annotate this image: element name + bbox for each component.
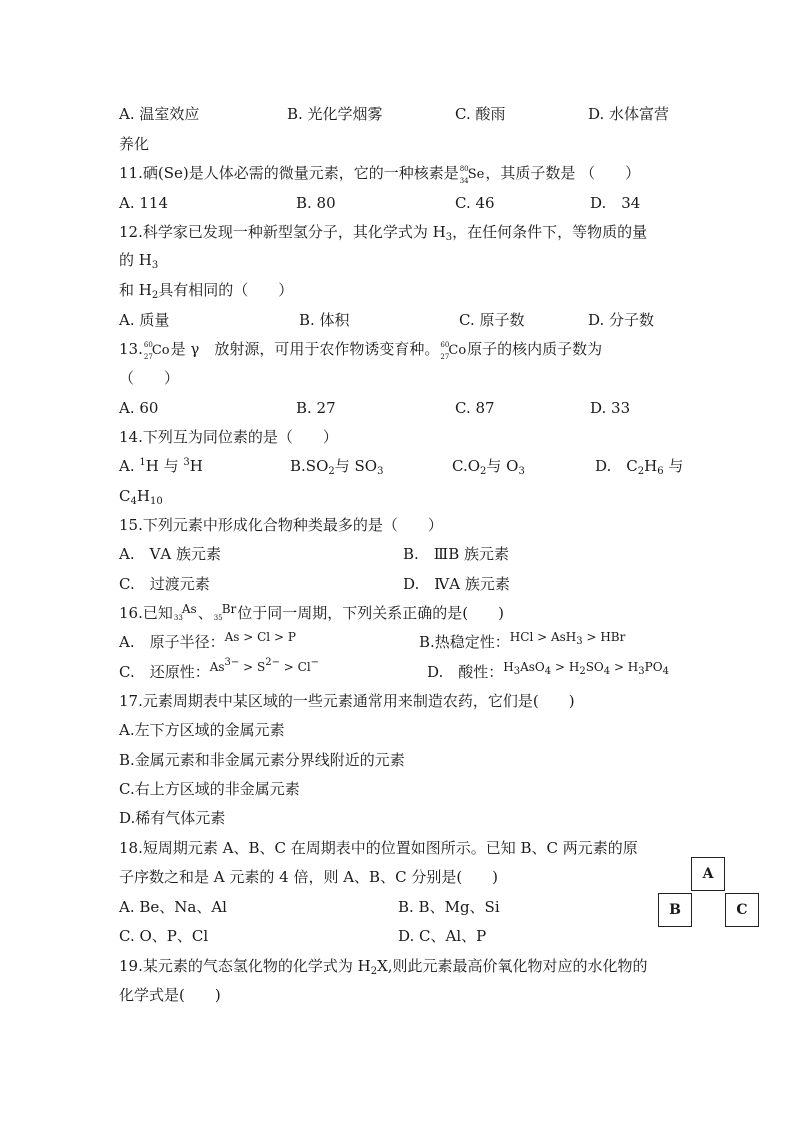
- q13-stem-line2: （ ）: [119, 369, 180, 387]
- q15-option-d: D. ⅣA 族元素: [403, 575, 510, 593]
- q15-option-a: A. ⅤA 族元素: [119, 545, 222, 563]
- q17-option-b: B.金属元素和非金属元素分界线附近的元素: [119, 751, 405, 769]
- q12-option-d: D. 分子数: [588, 311, 655, 329]
- q18-stem-line2: 子序数之和是 A 元素的 4 倍，则 A、B、C 分别是( ): [119, 868, 499, 886]
- q18-option-d: D. C、Al、P: [398, 927, 487, 945]
- q14-option-a: A. $^1$H 与 $^3$H: [119, 457, 203, 475]
- se-nuclide: 80 34 Se: [459, 165, 485, 185]
- br-nuclide: 35 Br: [213, 602, 237, 622]
- q12-stem-line3: 和 $H_2$具有相同的（ ）: [119, 281, 294, 301]
- co-nuclide: 60 27 Co: [143, 341, 170, 361]
- q13-option-d: D. 33: [590, 399, 631, 417]
- q16-option-d: D. 酸性：$^{H_3AsO_4 > H_2SO_4 > H_3PO_4}$: [427, 660, 669, 681]
- q10-option-d: D. 水体富营: [588, 105, 670, 123]
- q17-option-a: A.左下方区域的金属元素: [119, 721, 285, 739]
- q11-stem: 11.硒(Se)是人体必需的微量元素，它的一种核素是 80 34 Se，其质子数是 （ ）: [119, 164, 641, 185]
- q19-stem-line1: 19.某元素的气态氢化物的化学式为 $H_2X$,则此元素最高价氧化物对应的水化物的: [119, 957, 648, 977]
- q19-stem-line2: 化学式是( ): [119, 986, 221, 1004]
- q17-stem: 17.元素周期表中某区域的一些元素通常用来制造农药，它们是( ): [119, 692, 575, 710]
- q18-option-c: C. O、P、Cl: [119, 927, 209, 945]
- q13-option-c: C. 87: [455, 399, 495, 417]
- figure-cell-b: B: [658, 893, 692, 927]
- q15-option-c: C. 过渡元素: [119, 575, 210, 593]
- q15-stem: 15.下列元素中形成化合物种类最多的是（ ）: [119, 516, 443, 534]
- q12-option-c: C. 原子数: [459, 311, 525, 329]
- q11-option-b: B. 80: [296, 194, 336, 212]
- q13-stem-line1: 13. 60 27 Co是 γ 放射源，可用于农作物诱变育种。 60 27 Co原子的核内质子数为: [119, 340, 603, 361]
- figure-cell-a: A: [691, 857, 725, 891]
- q18-option-b: B. B、Mg、Si: [398, 898, 500, 916]
- q18-stem-line1: 18.短周期元素 A、B、C 在周期表中的位置如图所示。已知 B、C 两元素的原: [119, 839, 638, 857]
- q12-option-a: A. 质量: [119, 311, 170, 329]
- q14-option-b: $B.SO_2$与 $SO_3$: [290, 457, 384, 477]
- q13-option-a: A. 60: [119, 399, 159, 417]
- co-nuclide-2: 60 27 Co: [440, 341, 467, 361]
- q16-option-c: C. 还原性：$^{As^{3-} > S^{2-} > Cl^-}$: [119, 657, 320, 681]
- q10-option-b: B. 光化学烟雾: [287, 105, 383, 123]
- q17-option-d: D.稀有气体元素: [119, 809, 226, 827]
- q14-stem: 14.下列互为同位素的是（ ）: [119, 428, 338, 446]
- q18-option-a: A. Be、Na、Al: [119, 898, 227, 916]
- q16-option-a: A. 原子半径：$^{As > Cl > P}$: [119, 630, 296, 651]
- q12-stem-line2: 的 $H_3$: [119, 251, 159, 271]
- q16-option-b: B.热稳定性：$^{HCl > AsH_3 > HBr}$: [419, 630, 626, 651]
- q10-option-c: C. 酸雨: [455, 105, 506, 123]
- q12-option-b: B. 体积: [299, 311, 350, 329]
- q17-option-c: C.右上方区域的非金属元素: [119, 780, 300, 798]
- q12-stem-line1: 12.科学家已发现一种新型氢分子，其化学式为 $H_3$，在任何条件下，等物质的量: [119, 223, 648, 243]
- q14-option-d-continued: $C_4H_{10}$: [119, 487, 163, 507]
- q13-option-b: B. 27: [296, 399, 336, 417]
- figure-cell-c: C: [725, 893, 759, 927]
- q15-option-b: B. ⅢB 族元素: [403, 545, 510, 563]
- q10-option-a: A. 温室效应: [119, 105, 200, 123]
- q10-option-d-continued: 养化: [119, 135, 150, 153]
- q11-option-a: A. 114: [119, 194, 168, 212]
- as-nuclide: 33 As: [173, 602, 197, 622]
- q16-stem: 16.已知 33 As、 35 Br位于同一周期，下列关系正确的是( ): [119, 602, 504, 622]
- q14-option-c: $C.O_2$与 $O_3$: [452, 457, 525, 477]
- q14-option-d: D. $C_2H_6$ 与: [595, 457, 684, 477]
- q11-option-d: D. 34: [590, 194, 641, 212]
- q11-option-c: C. 46: [455, 194, 495, 212]
